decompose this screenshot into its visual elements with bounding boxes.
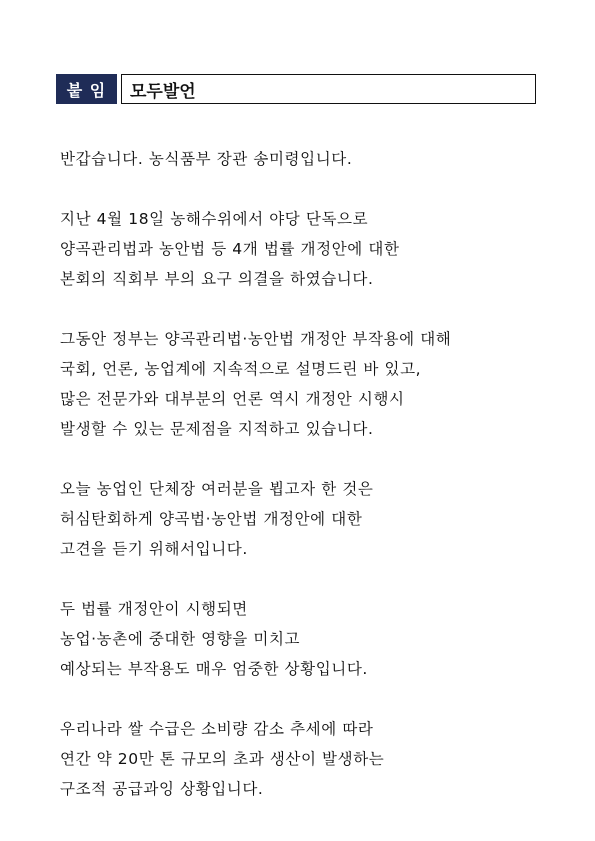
header-bar: [56, 74, 536, 104]
text-line: 농업·농촌에 중대한 영향을 미치고: [60, 630, 301, 648]
text-line: 국회, 언론, 농업계에 지속적으로 설명드린 바 있고,: [60, 360, 422, 378]
text-line: 예상되는 부작용도 매우 엄중한 상황입니다.: [60, 660, 368, 678]
text-line: 연간 약 20만 톤 규모의 초과 생산이 발생하는: [60, 750, 385, 768]
paragraph-government-position: [60, 324, 560, 444]
paragraph-committee-vote: [60, 204, 560, 294]
text-line: 지난 4월 18일 농해수위에서 야당 단독으로: [60, 210, 369, 228]
text-line: 허심탄회하게 양곡법·농안법 개정안에 대한: [60, 510, 363, 528]
text-line: 우리나라 쌀 수급은 소비량 감소 추세에 따라: [60, 720, 374, 738]
text-line: 두 법률 개정안이 시행되면: [60, 600, 248, 618]
text-line: 그동안 정부는 양곡관리법·농안법 개정안 부작용에 대해: [60, 330, 452, 348]
speech-body: [60, 144, 560, 834]
text-line: 고견을 듣기 위해서입니다.: [60, 540, 248, 558]
paragraph-rice-supply: [60, 714, 560, 804]
section-title: 모두발언: [121, 74, 536, 104]
text-line: 반갑습니다. 농식품부 장관 송미령입니다.: [60, 150, 353, 168]
attachment-tag: 붙 임: [56, 74, 117, 104]
text-line: 본회의 직회부 부의 요구 의결을 하였습니다.: [60, 270, 374, 288]
text-line: 양곡관리법과 농안법 등 4개 법률 개정안에 대한: [60, 240, 400, 258]
text-line: 많은 전문가와 대부분의 언론 역시 개정안 시행시: [60, 390, 405, 408]
text-line: 오늘 농업인 단체장 여러분을 뵙고자 한 것은: [60, 480, 374, 498]
paragraph-impact: [60, 594, 560, 684]
paragraph-meeting-purpose: [60, 474, 560, 564]
text-line: 구조적 공급과잉 상황입니다.: [60, 780, 264, 798]
text-line: 발생할 수 있는 문제점을 지적하고 있습니다.: [60, 420, 374, 438]
paragraph-greeting: [60, 144, 560, 174]
